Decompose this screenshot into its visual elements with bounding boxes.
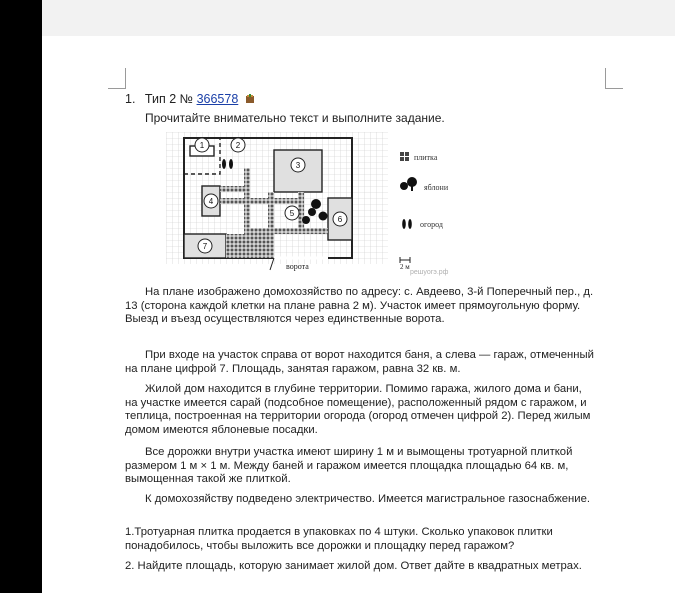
- paragraph: [125, 349, 595, 376]
- question: [125, 526, 595, 553]
- task-header: [125, 92, 255, 106]
- legend-tile-label: плитка: [414, 153, 438, 162]
- question-text: 1.Тротуарная плитка продается в упаковках по 4 штуки. Сколько упаковок плитки понадобилось, чтобы выложить все дорожки и площадку перед гаражом?: [125, 526, 553, 552]
- scale-label: 2 м: [400, 263, 410, 271]
- watermark: решуогэ.рф: [410, 269, 449, 276]
- tile-pad: [226, 234, 274, 258]
- paragraph-text: Жилой дом находится в глубине территории. Помимо гаража, жилого дома и бани, на участке имеется сарай (подсобное помещение), расположенный рядом с гаражом, и теплица, построенная на территории огорода (огород отмечен цифрой 2). Перед жилым домом имеются яблоневые посадки.: [125, 383, 591, 436]
- instruction-text: Прочитайте внимательно текст и выполните задание.: [145, 111, 445, 125]
- document-page: [42, 36, 675, 593]
- tile-path: [268, 192, 274, 234]
- gate-label: ворота: [286, 262, 309, 271]
- book-icon[interactable]: [245, 94, 255, 104]
- legend-garden-label: огород: [420, 220, 443, 229]
- task-type-label: Тип 2 №: [144, 92, 194, 106]
- margin-corner-mark: [605, 88, 623, 89]
- vegetable-icon: [402, 219, 412, 229]
- label-4: 4: [208, 197, 214, 206]
- label-1: 1: [199, 141, 205, 150]
- question-text: 2. Найдите площадь, которую занимает жилой дом. Ответ дайте в квадратных метрах.: [125, 560, 582, 572]
- paragraph: [125, 446, 595, 487]
- paragraph: [125, 286, 595, 327]
- left-dark-edge: [0, 0, 42, 593]
- paragraph-text: Все дорожки внутри участка имеют ширину 1 м и вымощены тротуарной плиткой размером 1 м × 1 м. Между баней и гаражом имеется площадка площадью 64 кв. м, вымощенная такой же плиткой.: [125, 446, 573, 486]
- paragraph-text: При входе на участок справа от ворот находится баня, а слева — гараж, отмеченный на плане цифрой 7. Площадь, занятая гаражом, равна 32 кв. м.: [125, 349, 594, 375]
- label-7: 7: [202, 242, 208, 251]
- label-5: 5: [289, 209, 295, 218]
- label-6: 6: [337, 215, 343, 224]
- apple-tree-icon: [400, 177, 417, 191]
- label-3: 3: [295, 161, 301, 170]
- tile-path: [220, 186, 250, 192]
- margin-corner-mark: [125, 68, 126, 88]
- question: [125, 560, 595, 574]
- label-2: 2: [235, 141, 241, 150]
- paragraph-text: К домохозяйству подведено электричество. Имеется магистральное газоснабжение.: [145, 493, 591, 505]
- paragraph: [125, 493, 595, 507]
- tile-path: [220, 198, 298, 204]
- plan-legend: [400, 152, 449, 276]
- margin-corner-mark: [605, 68, 606, 88]
- margin-corner-mark: [108, 88, 126, 89]
- legend-apple-label: яблони: [424, 183, 449, 192]
- task-number: 1.: [125, 92, 136, 106]
- task-id-link[interactable]: 366578: [196, 92, 239, 106]
- tile-path: [250, 228, 328, 234]
- paragraph-text: На плане изображено домохозяйство по адресу: с. Авдеево, 3-й Поперечный пер., д. 13 (сторона каждой клетки на плане равна 2 м). Участок имеет прямоугольную форму. Выезд и въезд осуществляются через единственные ворота.: [125, 286, 594, 326]
- tile-square-icon: [400, 152, 404, 156]
- paragraph: [125, 383, 595, 437]
- household-plan: [166, 132, 456, 278]
